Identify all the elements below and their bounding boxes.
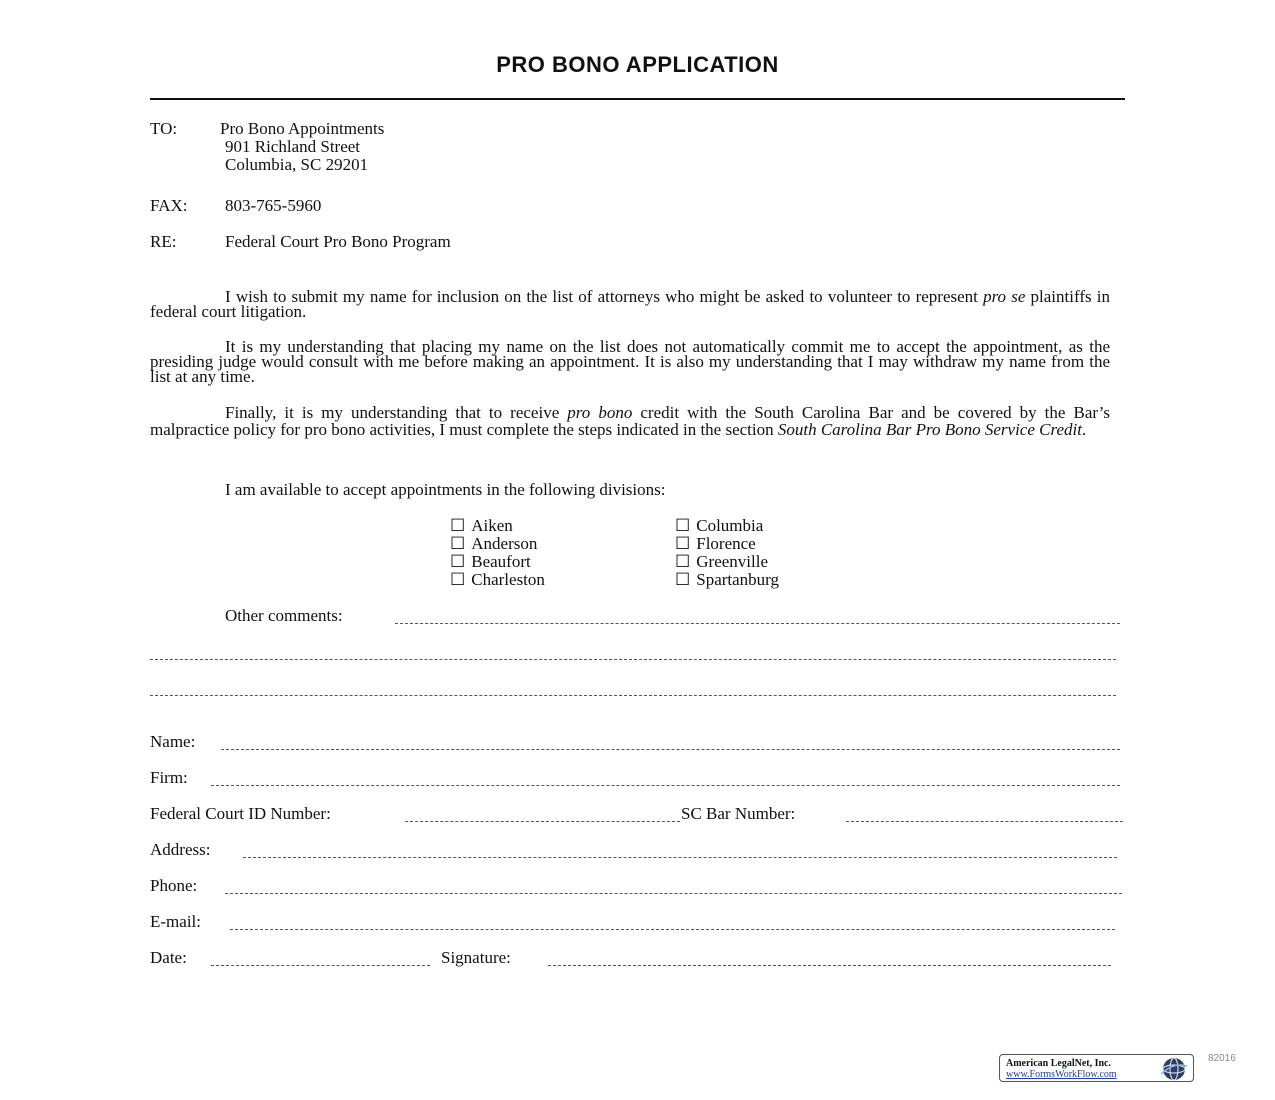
- checkbox-icon[interactable]: ☐: [675, 570, 691, 589]
- paragraph-2: It is my understanding that placing my name on the list does not automatically commit me to accept the appointment, as the presiding judge would consult with me before making an appointment. It is also my understanding that I may withdraw my name from the list at any time.: [150, 337, 1110, 386]
- re-value: Federal Court Pro Bono Program: [225, 232, 451, 251]
- division-aiken[interactable]: ☐ Aiken: [450, 516, 513, 535]
- federal-court-id-label: Federal Court ID Number:: [150, 804, 331, 823]
- checkbox-icon[interactable]: ☐: [675, 552, 691, 571]
- form-code: 82016: [1208, 1053, 1236, 1064]
- address-label: Address:: [150, 840, 211, 859]
- logo-url-link[interactable]: www.FormsWorkFlow.com: [1006, 1069, 1117, 1080]
- paragraph-1: I wish to submit my name for inclusion on the list of attorneys who might be asked to volunteer to represent pro se plaintiffs in federal court litigation.: [150, 287, 1110, 321]
- comments-line-2[interactable]: [150, 659, 1116, 660]
- date-label: Date:: [150, 948, 187, 967]
- sc-bar-number-field[interactable]: [846, 821, 1123, 822]
- signature-field[interactable]: [548, 965, 1111, 966]
- comments-label: Other comments:: [225, 606, 343, 625]
- phone-label: Phone:: [150, 876, 198, 895]
- paragraph-3: Finally, it is my understanding that to receive pro bono credit with the South Carolina Bar and be covered by the Bar’s malpractice policy for pro bono activities, I must complete the steps indicated in the section South Carolina Bar Pro Bono Service Credit.: [150, 403, 1110, 439]
- comments-line-1[interactable]: [395, 623, 1120, 624]
- to-line-1: Pro Bono Appointments: [220, 119, 385, 138]
- firm-label: Firm:: [150, 768, 188, 787]
- comments-line-3[interactable]: [150, 695, 1116, 696]
- email-field[interactable]: [230, 929, 1115, 930]
- footer-logo: [999, 1054, 1194, 1082]
- checkbox-icon[interactable]: ☐: [675, 534, 691, 553]
- checkbox-icon[interactable]: ☐: [450, 534, 466, 553]
- globe-icon: [1158, 1056, 1190, 1082]
- logo-company-name: American LegalNet, Inc.: [1006, 1058, 1111, 1069]
- division-spartanburg[interactable]: ☐ Spartanburg: [675, 570, 780, 589]
- name-label: Name:: [150, 732, 196, 751]
- to-line-2: 901 Richland Street: [225, 137, 361, 156]
- federal-court-id-field[interactable]: [405, 821, 680, 822]
- fax-value: 803-765-5960: [225, 196, 322, 215]
- checkbox-icon[interactable]: ☐: [450, 552, 466, 571]
- document-title: PRO BONO APPLICATION: [496, 52, 779, 77]
- signature-label: Signature:: [441, 948, 511, 967]
- to-label: TO:: [150, 119, 178, 138]
- email-label: E-mail:: [150, 912, 201, 931]
- phone-field[interactable]: [225, 893, 1122, 894]
- checkbox-icon[interactable]: ☐: [450, 570, 466, 589]
- title-rule: [150, 98, 1125, 100]
- firm-field[interactable]: [211, 785, 1120, 786]
- to-line-3: Columbia, SC 29201: [225, 155, 369, 174]
- sc-bar-number-label: SC Bar Number:: [681, 804, 796, 823]
- divisions-intro: I am available to accept appointments in the following divisions:: [225, 480, 666, 499]
- division-greenville[interactable]: ☐ Greenville: [675, 552, 768, 571]
- fax-label: FAX:: [150, 196, 188, 215]
- name-field[interactable]: [221, 749, 1120, 750]
- division-charleston[interactable]: ☐ Charleston: [450, 570, 545, 589]
- date-field[interactable]: [211, 965, 430, 966]
- checkbox-icon[interactable]: ☐: [450, 516, 466, 535]
- re-label: RE:: [150, 232, 177, 251]
- division-columbia[interactable]: ☐ Columbia: [675, 516, 764, 535]
- division-beaufort[interactable]: ☐ Beaufort: [450, 552, 531, 571]
- address-field[interactable]: [243, 857, 1117, 858]
- division-florence[interactable]: ☐ Florence: [675, 534, 756, 553]
- checkbox-icon[interactable]: ☐: [675, 516, 691, 535]
- division-anderson[interactable]: ☐ Anderson: [450, 534, 538, 553]
